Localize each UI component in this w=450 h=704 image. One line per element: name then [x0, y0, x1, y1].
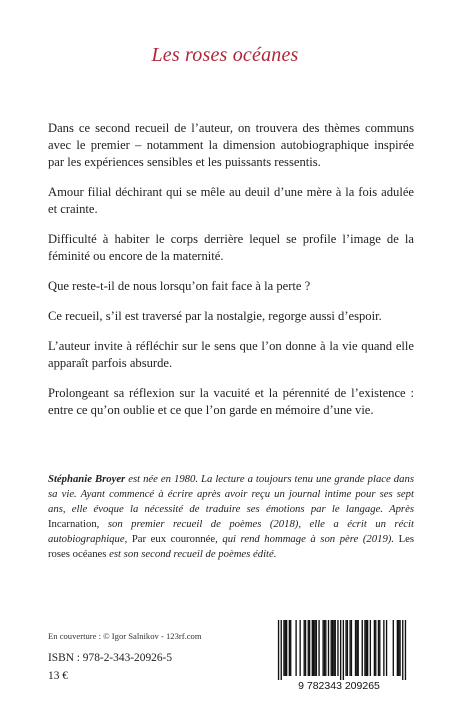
bio-book-title-3: Les roses océanes	[48, 533, 415, 560]
barcode-bar	[393, 620, 394, 676]
bio-book-title-1: Incarnation	[48, 518, 97, 530]
bio-text-2: , son premier recueil de poèmes (2018), elle a écrit un récit autobiographique,	[48, 518, 414, 545]
author-name: Stéphanie Broyer	[48, 473, 126, 485]
barcode-bar	[349, 620, 350, 676]
barcode-bar	[351, 620, 352, 676]
barcode-bar	[305, 620, 306, 676]
blurb-paragraph-2: Amour filial déchirant qui se mêle au deuil d’une mère à la fois adulée et crainte.	[48, 185, 414, 216]
barcode-bar	[347, 620, 348, 676]
barcode-bar	[331, 620, 332, 676]
barcode-bar	[289, 620, 290, 676]
blurb-paragraph-7: Prolongeant sa réflexion sur la vacuité et la pérennité de l’existence : entre ce qu’on oublie et ce que l’on garde en mémoire d’une vie.	[48, 386, 414, 417]
isbn-barcode	[268, 618, 410, 692]
book-title: Les roses océanes	[151, 44, 299, 66]
barcode-bar	[356, 620, 357, 676]
barcode-bar	[308, 620, 309, 676]
bio-book-title-2: Par eux couronnée	[131, 533, 216, 545]
barcode-bar	[383, 620, 384, 676]
barcode-bar	[332, 620, 333, 676]
barcode-bar	[345, 620, 346, 676]
barcode-bar	[374, 620, 375, 676]
barcode-bar	[286, 620, 287, 676]
barcode-bar	[337, 620, 338, 676]
bio-text-4: est son second recueil de poèmes édité.	[106, 548, 277, 560]
barcode-bar	[399, 620, 400, 676]
barcode-bar	[367, 620, 368, 676]
barcode-bar	[335, 620, 336, 676]
barcode-bar	[370, 620, 371, 676]
barcode-bar	[402, 620, 403, 680]
price: 13 €	[48, 670, 68, 682]
barcode-bar	[290, 620, 291, 676]
barcode-bar	[295, 620, 296, 676]
barcode-bar	[379, 620, 380, 676]
barcode-graphic	[268, 618, 410, 692]
barcode-bar	[278, 620, 279, 680]
barcode-bar	[281, 620, 282, 680]
barcode-bar	[355, 620, 356, 676]
barcode-bar	[362, 620, 363, 676]
barcode-bar	[309, 620, 310, 676]
barcode-bar	[397, 620, 398, 676]
barcode-bar	[316, 620, 317, 676]
barcode-bar	[358, 620, 359, 676]
author-bio	[48, 472, 414, 562]
barcode-bar	[312, 620, 313, 676]
barcode-digits: 9 782343 209265	[298, 680, 380, 692]
barcode-bar	[366, 620, 367, 676]
barcode-bar	[386, 620, 387, 676]
blurb-paragraph-4: Que reste-t-il de nous lorsqu’on fait face à la perte ?	[48, 279, 311, 293]
barcode-bar	[299, 620, 300, 676]
barcode-bar	[285, 620, 286, 676]
bio-text-1: est née en 1980. La lecture a toujours tenu une grande place dans sa vie. Ayant commencé à écrire après avoir reçu un journal intime pour ses sept ans, elle évoque la nécessité de traduire ses émotions par le langage. Après	[48, 473, 414, 515]
barcode-bar	[343, 620, 344, 680]
barcode-bar	[340, 620, 341, 680]
bio-text-3: , qui rend hommage à son père (2019).	[215, 533, 399, 545]
blurb-paragraph-5: Ce recueil, s’il est traversé par la nostalgie, regorge aussi d’espoir.	[48, 309, 382, 323]
cover-credit: En couverture : © Igor Salnikov - 123rf.com	[48, 631, 202, 641]
barcode-bar	[322, 620, 323, 676]
blurb-paragraph-1: Dans ce second recueil de l’auteur, on trouvera des thèmes communs avec le premier – notamment la dimension autobiographique inspirée par les expériences sensibles et les puissants ressentis.	[48, 121, 414, 169]
barcode-bar	[304, 620, 305, 676]
barcode-bar	[398, 620, 399, 676]
blurb-paragraph-6: L’auteur invite à réfléchir sur le sens que l’on donne à la vie quand elle apparaît parfois absurde.	[48, 339, 414, 370]
barcode-bar	[405, 620, 406, 680]
isbn: ISBN : 978-2-343-20926-5	[48, 652, 173, 664]
barcode-bar	[364, 620, 365, 676]
barcode-bar	[333, 620, 334, 676]
barcode-bar	[378, 620, 379, 676]
barcode-bar	[324, 620, 325, 676]
barcode-bar	[314, 620, 315, 676]
barcode-bar	[313, 620, 314, 676]
barcode-bar	[375, 620, 376, 676]
barcode-bar	[325, 620, 326, 676]
back-cover-blurb	[48, 120, 414, 432]
barcode-bar	[283, 620, 284, 676]
barcode-bar	[328, 620, 329, 676]
blurb-paragraph-3: Difficulté à habiter le corps derrière lequel se profile l’image de la féminité ou encore de la maternité.	[48, 232, 414, 263]
barcode-bar	[318, 620, 319, 676]
